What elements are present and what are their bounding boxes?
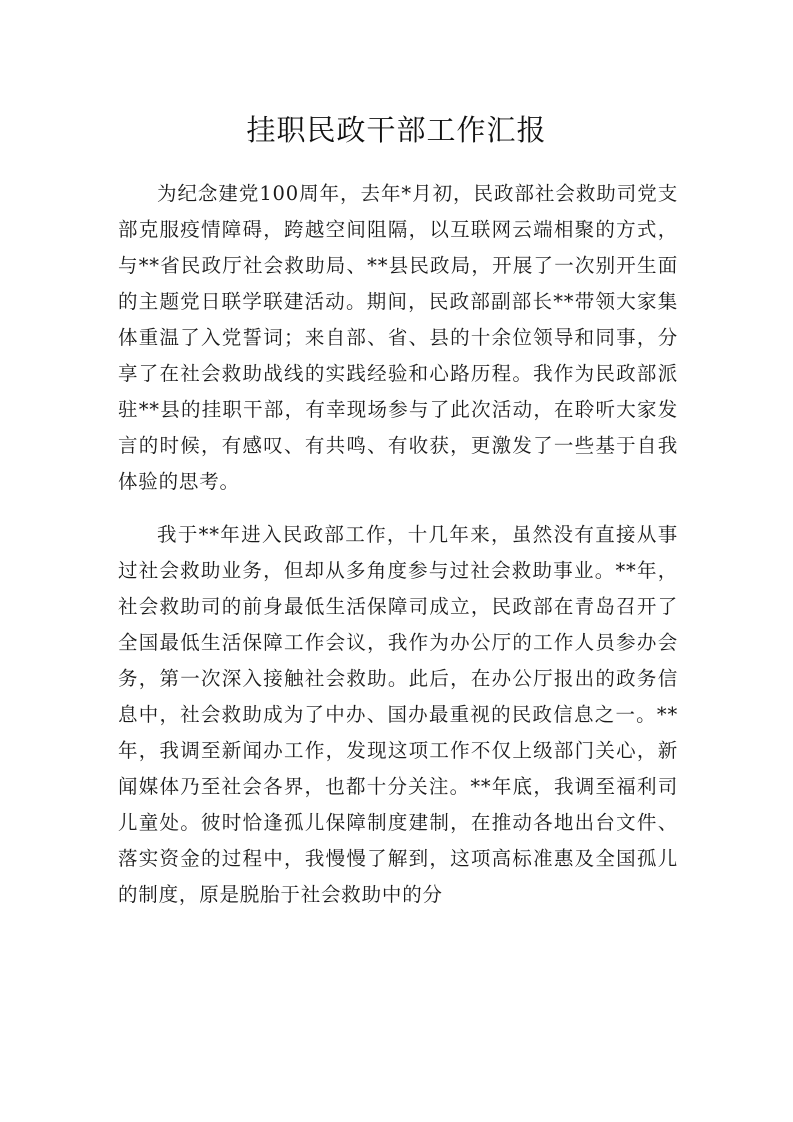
document-body [118,176,678,913]
document-title: 挂职民政干部工作汇报 [246,113,547,147]
paragraph-2: 我于**年进入民政部工作，十几年来，虽然没有直接从事过社会救助业务，但却从多角度参与过社会救助事业。**年，社会救助司的前身最低生活保障司成立，民政部在青岛召开了全国最低生活保障工作会议，我作为办公厅的工作人员参办会务，第一次深入接触社会救助。此后，在办公厅报出的政务信息中，社会救助成为了中办、国办最重视的民政信息之一。**年，我调至新闻办工作，发现这项工作不仅上级部门关心，新闻媒体乃至社会各界，也都十分关注。**年底，我调至福利司儿童处。彼时恰逢孤儿保障制度建制，在推动各地出台文件、落实资金的过程中，我慢慢了解到，这项高标准惠及全国孤儿的制度，原是脱胎于社会救助中的分 [118,523,678,906]
paragraph-1: 为纪念建党100周年，去年*月初，民政部社会救助司党支部克服疫情障碍，跨越空间阻隔，以互联网云端相聚的方式，与**省民政厅社会救助局、**县民政局，开展了一次别开生面的主题党日联学联建活动。期间，民政部副部长**带领大家集体重温了入党誓词；来自部、省、县的十余位领导和同事，分享了在社会救助战线的实践经验和心路历程。我作为民政部派驻**县的挂职干部，有幸现场参与了此次活动，在聆听大家发言的时候，有感叹、有共鸣、有收获，更激发了一些基于自我体验的思考。 [118,182,678,493]
